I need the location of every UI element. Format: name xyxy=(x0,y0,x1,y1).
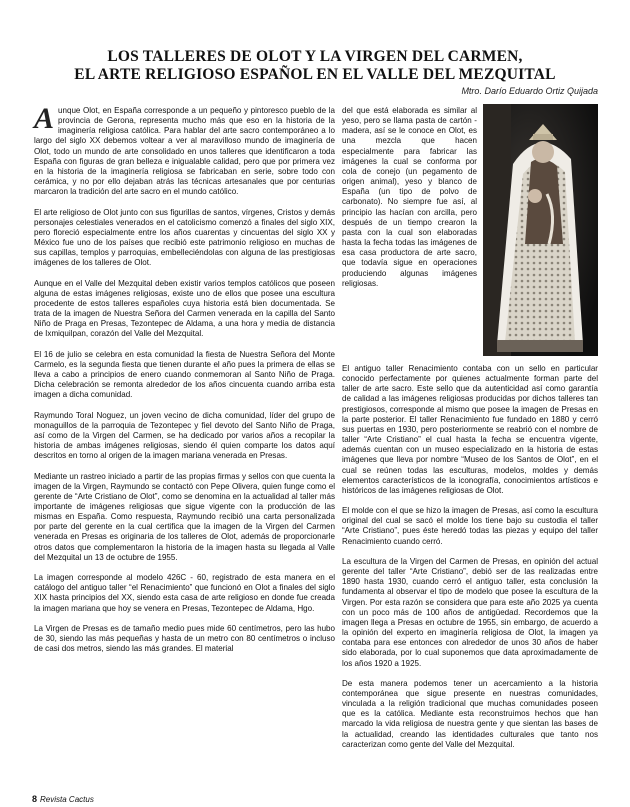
drop-cap: A xyxy=(34,102,55,135)
paragraph: Mediante un rastreo iniciado a partir de las propias firmas y sellos con que cuenta la imagen de la Virgen, Raymundo se contactó con Pepe Olivera, quien funge como el gerente de “Arte Cristiano de Olot”, como se denomina en la actualidad al taller más importante de imágenes religiosas que sigue vigente con la producción de las mismas en España. Como respuesta, Raymundo recibió una carta personalizada por parte del gerente en la cual certifica que la imagen de la Virgen del Carmen venerada en Presas es originaria de los talleres de Olot, además de proporcionarle otros datos que complementaron la historia de la imagen hasta su llegada al Valle del Mezquital un 13 de octubre de 1955. xyxy=(34,471,335,562)
paragraph: El molde con el que se hizo la imagen de Presas, así como la escultura original del cual se sacó el molde los tiene bajo su custodia el taller “Arte Cristiano”, pues éste heredó todas las piezas y equipo del taller Renacimiento cuando cerró. xyxy=(342,506,598,546)
paragraph: El antiguo taller Renacimiento contaba con un sello en particular conocido perfectamente por quienes actualmente forman parte del taller de arte sacro. Este sello que da autenticidad así como garantía de calidad a las imágenes religiosas producidas por dichos talleres tan prestigiosos, corresponde al mismo que posee la imagen de Presas en la parte posterior. El taller Renacimiento fue fundado en 1880 y cerró sus puertas en 1930, pero posteriormente se reabrió con el nombre de taller “Arte Cristiano” el cual hasta la fecha se encuentra vigente, además cuentan con un museo especializado en la historia de estas imágenes que lleva por nombre “Museo de los Santos de Olot”, en el cual se reúnen todas las esculturas, modelos, moldes y demás elementos característicos de la iconografía, conocimientos artísticos e históricos de las imágenes religiosas de Olot. xyxy=(342,364,598,495)
paragraph: La imagen corresponde al modelo 426C - 60, registrado de esta manera en el catálogo del antiguo taller “el Renacimiento” que funcionó en Olot a finales del siglo XIX hasta principios del XX, siendo esta casa de arte religioso en donde fue creada la imagen mariana que hoy se venera en Presas, Tezontepec de Aldama, Hgo. xyxy=(34,573,335,613)
wrapped-paragraph: del que está elaborada es similar al yeso, pero se llama pasta de cartón - madera, así se le conoce en Olot, es una mezcla que hacen especialmente para fabricar las imágenes la cual se conforma por cola de conejo (un pegamento de origen animal), yeso y blanco de España (un tipo de polvo de carbonato). No siempre fue así, al principio las hacían con arcilla, pero después de un tiempo crearon la pasta con la cual son elaboradas hasta la fecha todas las imágenes de esa casa productora de arte sacro, que todavía sigue en operaciones produciendo algunas imágenes religiosas. xyxy=(342,106,477,288)
right-column xyxy=(342,364,598,760)
virgin-statue-photo xyxy=(483,104,598,356)
page-number: 8 xyxy=(32,794,38,804)
paragraph: El arte religioso de Olot junto con sus figurillas de santos, vírgenes, Cristos y demás personajes celestiales venerados en el catolicismo comenzó a finales del siglo XIX, pero floreció especialmente entre los años cuarentas y cincuentas del siglo XX y México fue uno de los países que recibió este patrimonio religioso en muchas de sus capillas, templos y parroquias, embelleciéndolas con alguna de las prestigiosas imágenes de los talleres de Olot. xyxy=(34,207,335,268)
page-footer xyxy=(32,794,94,804)
paragraph xyxy=(34,102,335,197)
paragraph: Raymundo Toral Noguez, un joven vecino de dicha comunidad, líder del grupo de monaguillos de la parroquia de Tezontepec y fiel devoto del Santo Niño de Praga, así como de la Virgen del Carmen, se ha dedicado por varios años a recopilar la historia de ambas imágenes religiosas, siendo él quien comparte los datos aquí descritos en torno al origen de la imagen mariana venerada en Presas. xyxy=(34,410,335,461)
article-title-line2: EL ARTE RELIGIOSO ESPAÑOL EN EL VALLE DEL MEZQUITAL xyxy=(74,66,556,83)
magazine-name: Revista Cactus xyxy=(40,795,94,804)
paragraph: De esta manera podemos tener un acercamiento a la historia contemporánea que sigue presente en nuestras comunidades, vinculada a la religión tradicional que muchas comunidades poseen que es la católica. Mediante esta reconstruimos hechos que han marcado la vida religiosa de nuestra gente y que sientan las bases de la actualidad, creando las identidades culturales que tanto nos caracterizan como gente del Valle del Mezquital. xyxy=(342,678,598,749)
paragraph: La escultura de la Virgen del Carmen de Presas, en opinión del actual gerente del taller “Arte Cristiano”, debió ser de las realizadas entre 1890 hasta 1930, cuando cerró el antiguo taller, esta conclusión la fundamenta al observar el tipo de modelo que posee la escultura de la Virgen. Por esta razón se considera que para este año 2025 ya cuenta con un poco más de 100 años de antigüedad. Recordemos que la imagen llega a Presas en octubre de 1955, sin embargo, de acuerdo a la opinión del experto en imaginería religiosa de Olot, la imagen ya contaba para ese entonces con alrededor de unos 30 años de haber sido elaborada, por lo cual suponemos que data aproximadamente de los años 1920 a 1925. xyxy=(342,556,598,668)
paragraph: La Virgen de Presas es de tamaño medio pues mide 60 centímetros, pero las hubo de 30, siendo las más pequeñas y hasta de un metro con 80 centímetros o incluso de casi dos metros, siendo las más grandes. El material xyxy=(34,623,335,654)
author-byline: Mtro. Darío Eduardo Ortiz Quijada xyxy=(461,86,598,96)
paragraph-text: unque Olot, en España corresponde a un pequeño y pintoresco pueblo de la provincia de Gerona, representa mucho más que eso en la historia de la imaginería religiosa católica. Para hablar del arte sacro contemporáneo a lo largo del siglo XX debemos voltear a ver al maravilloso mundo de imaginería de Olot, todo un mundo de arte consolidado en unos talleres que identificaron a toda España con figuras de gran belleza e inigualable calidad, pero que por primera vez en la historia de la imaginería religiosa se fabricaban en serie, sobre todo con cerámica, y no por ello dejaban atrás las técnicas artesanales que por centurias marcaron la tradición del arte sacro en el mundo católico. xyxy=(34,106,335,197)
article-title-line1: LOS TALLERES DE OLOT Y LA VIRGEN DEL CARMEN, xyxy=(107,48,523,65)
paragraph: Aunque en el Valle del Mezquital deben existir varios templos católicos que poseen alguna de estas imágenes religiosas, existe uno de ellos que posee una escultura procedente de estos talleres españoles cuya historia está bien documentada. Se trata de la imagen de Nuestra Señora del Carmen venerada en la capilla del Santo Niño de Praga en Presas, Tezontepec de Aldama, a una hora y media de distancia de Ixmiquilpan, corazón del Valle del Mezquital. xyxy=(34,278,335,339)
left-column xyxy=(34,102,335,664)
paragraph: El 16 de julio se celebra en esta comunidad la fiesta de Nuestra Señora del Monte Carmelo, es la segunda fiesta que tienen durante el año pues la primera de ellas se lleva a cabo a principios de enero cuando conmemoran al Santo Niño de Praga. Dicha celebración se remonta alrededor de los años cincuenta cuando arriba esta imagen a dicha comunidad. xyxy=(34,349,335,400)
